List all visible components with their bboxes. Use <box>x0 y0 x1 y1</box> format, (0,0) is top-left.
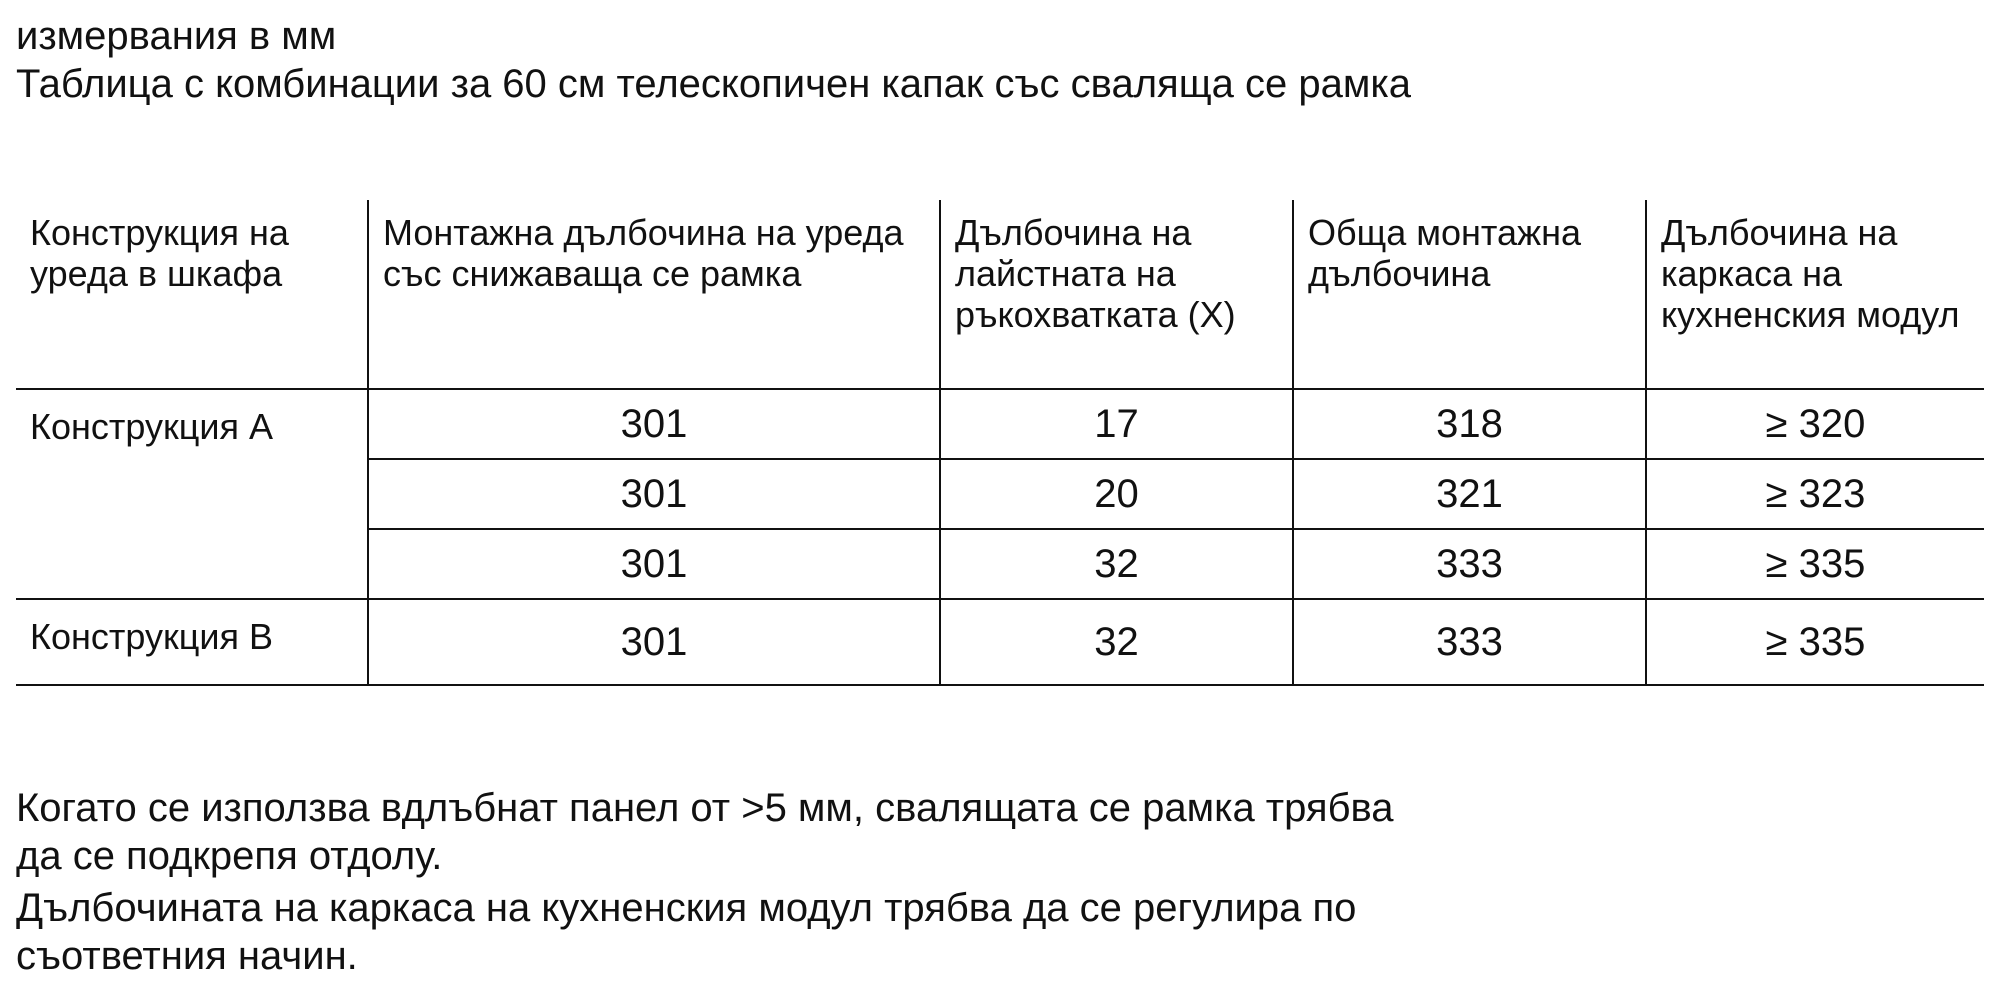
table-cell: ≥ 335 <box>1646 529 1984 599</box>
table-cell: 32 <box>940 529 1293 599</box>
table-header-row <box>16 200 1984 389</box>
header-cabinet-construction: Конструкция на уреда в шкафа <box>16 200 368 389</box>
table-cell: 32 <box>940 599 1293 685</box>
table-cell: 301 <box>368 599 940 685</box>
table-row <box>16 389 1984 459</box>
header-carcass-depth: Дълбочина на каркаса на кухненския модул <box>1646 200 1984 389</box>
header-total-installation-depth: Обща монтажна дълбочина <box>1293 200 1646 389</box>
table-cell: 318 <box>1293 389 1646 459</box>
table-cell: 17 <box>940 389 1293 459</box>
table-row <box>16 599 1984 685</box>
table-cell: ≥ 320 <box>1646 389 1984 459</box>
units-caption: измервания в мм <box>16 14 337 58</box>
note-recessed-panel-cont: да се подкрепя отдолу. <box>16 834 443 878</box>
table-cell: 20 <box>940 459 1293 529</box>
note-carcass-depth: Дълбочината на каркаса на кухненския модул трябва да се регулира по <box>16 886 1357 930</box>
table-cell: 301 <box>368 389 940 459</box>
table-cell: ≥ 323 <box>1646 459 1984 529</box>
construction-a-label: Конструкция A <box>16 389 368 599</box>
table-cell: ≥ 335 <box>1646 599 1984 685</box>
note-recessed-panel: Когато се използва вдлъбнат панел от >5 мм, свалящата се рамка трябва <box>16 786 1394 830</box>
header-handle-strip-depth: Дълбочина на лайстната на ръкохватката (X) <box>940 200 1293 389</box>
table-title: Таблица с комбинации за 60 см телескопичен капак със сваляща се рамка <box>16 62 1411 106</box>
table-cell: 301 <box>368 459 940 529</box>
combination-table <box>16 200 1984 686</box>
header-installation-depth: Монтажна дълбочина на уреда със снижаваща се рамка <box>368 200 940 389</box>
table-cell: 333 <box>1293 599 1646 685</box>
table-cell: 301 <box>368 529 940 599</box>
note-carcass-depth-cont: съответния начин. <box>16 934 358 978</box>
table-cell: 321 <box>1293 459 1646 529</box>
table-cell: 333 <box>1293 529 1646 599</box>
construction-b-label: Конструкция B <box>16 599 368 685</box>
